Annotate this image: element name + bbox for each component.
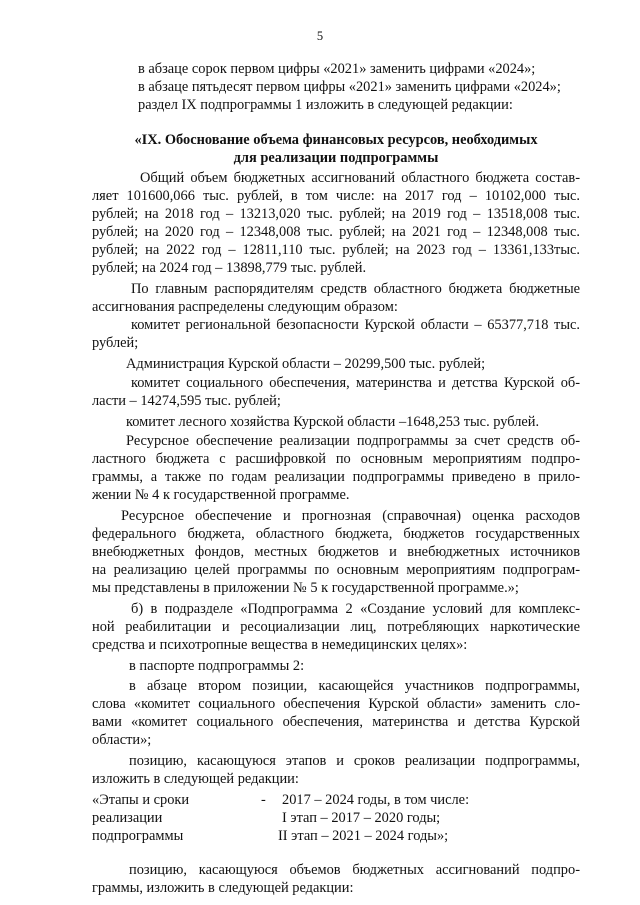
- text-line: мы представлены в приложении № 5 к государственной программе.»;: [92, 580, 519, 596]
- text-line: По главным распорядителям средств областного бюджета бюджетные: [131, 281, 580, 297]
- text-line: ласти – 14274,595 тыс. рублей;: [92, 393, 281, 409]
- text-line: области»;: [92, 732, 152, 748]
- text-line: комитет лесного хозяйства Курской области –1648,253 тыс. рублей.: [126, 414, 540, 430]
- text-line: позицию, касающуюся этапов и сроков реализации подпрограммы,: [129, 753, 580, 769]
- text-line: комитет региональной безопасности Курской области – 65377,718 тыс.: [131, 317, 580, 333]
- text-line: комитет социального обеспечения, материнства и детства Курской об-: [131, 375, 580, 391]
- text-line: рублей; на 2022 год – 12811,110 тыс. рублей; на 2023 год – 13361,133тыс.: [92, 242, 580, 258]
- text-line: граммы, а также по годам реализации подпрограммы приведено в прило-: [92, 469, 580, 485]
- table-label: «Этапы и сроки: [92, 792, 190, 808]
- text-line: федерального бюджета, областного бюджета, бюджетов государственных: [92, 526, 580, 542]
- section-heading: для реализации подпрограммы: [233, 150, 439, 166]
- text-line: ляет 101600,066 тыс. рублей, в том числе: на 2017 год – 10102,000 тыс.: [92, 188, 580, 204]
- text-line: средства и психотропные вещества в немедицинских целях»:: [92, 637, 468, 653]
- table-label: подпрограммы: [92, 828, 184, 844]
- text-line: внебюджетных фондов, местных бюджетов и внебюджетных источников: [92, 544, 580, 560]
- text-line: б) в подразделе «Подпрограмма 2 «Создание условий для комплекс-: [131, 601, 580, 617]
- text-line: в абзаце пятьдесят первом цифры «2021» заменить цифрами «2024»;: [138, 79, 561, 95]
- text-line: позицию, касающуюся объемов бюджетных ассигнований подпро-: [129, 862, 580, 878]
- section-heading: «IX. Обоснование объема финансовых ресурсов, необходимых: [134, 132, 538, 148]
- text-line: Общий объем бюджетных ассигнований областного бюджета состав-: [140, 170, 580, 186]
- page-number: 5: [316, 29, 324, 43]
- text-line: Администрация Курской области – 20299,500 тыс. рублей;: [126, 356, 486, 372]
- text-line: ластного бюджета с расшифровкой по основным мероприятиям подпро-: [92, 451, 580, 467]
- text-line: граммы, изложить в следующей редакции:: [92, 880, 354, 896]
- text-line: жении № 4 к государственной программе.: [92, 487, 350, 503]
- text-line: в абзаце сорок первом цифры «2021» заменить цифрами «2024»;: [138, 61, 536, 77]
- text-line: в паспорте подпрограммы 2:: [129, 658, 305, 674]
- text-line: Ресурсное обеспечение и прогнозная (справочная) оценка расходов: [121, 508, 580, 524]
- text-line: на реализацию целей программы по основным мероприятиям подпрограм-: [92, 562, 580, 578]
- text-line: рублей; на 2020 год – 12348,008 тыс. рублей; на 2021 год – 12348,008 тыс.: [92, 224, 580, 240]
- text-line: рублей; на 2024 год – 13898,779 тыс. рублей.: [92, 260, 367, 276]
- text-line: Ресурсное обеспечение реализации подпрограммы за счет средств об-: [126, 433, 580, 449]
- text-line: рублей;: [92, 335, 139, 351]
- text-line: ной реабилитации и ресоциализации лиц, потребляющих наркотические: [92, 619, 580, 635]
- text-line: слова «комитет социального обеспечения Курской области» заменить сло-: [92, 696, 580, 712]
- text-line: вами «комитет социального обеспечения, материнства и детства Курской: [92, 714, 580, 730]
- table-dash: -: [261, 792, 266, 808]
- table-label: реализации: [92, 810, 163, 826]
- text-line: рублей; на 2018 год – 13213,020 тыс. рублей; на 2019 год – 13518,008 тыс.: [92, 206, 580, 222]
- text-line: в абзаце втором позиции, касающейся участников подпрограммы,: [129, 678, 580, 694]
- table-value: I этап – 2017 – 2020 годы;: [282, 810, 441, 826]
- table-value: II этап – 2021 – 2024 годы»;: [278, 828, 449, 844]
- text-line: раздел IX подпрограммы 1 изложить в следующей редакции:: [138, 97, 513, 113]
- table-value: 2017 – 2024 годы, в том числе:: [282, 792, 470, 808]
- text-line: ассигнования распределены следующим образом:: [92, 299, 398, 315]
- text-line: изложить в следующей редакции:: [92, 771, 299, 787]
